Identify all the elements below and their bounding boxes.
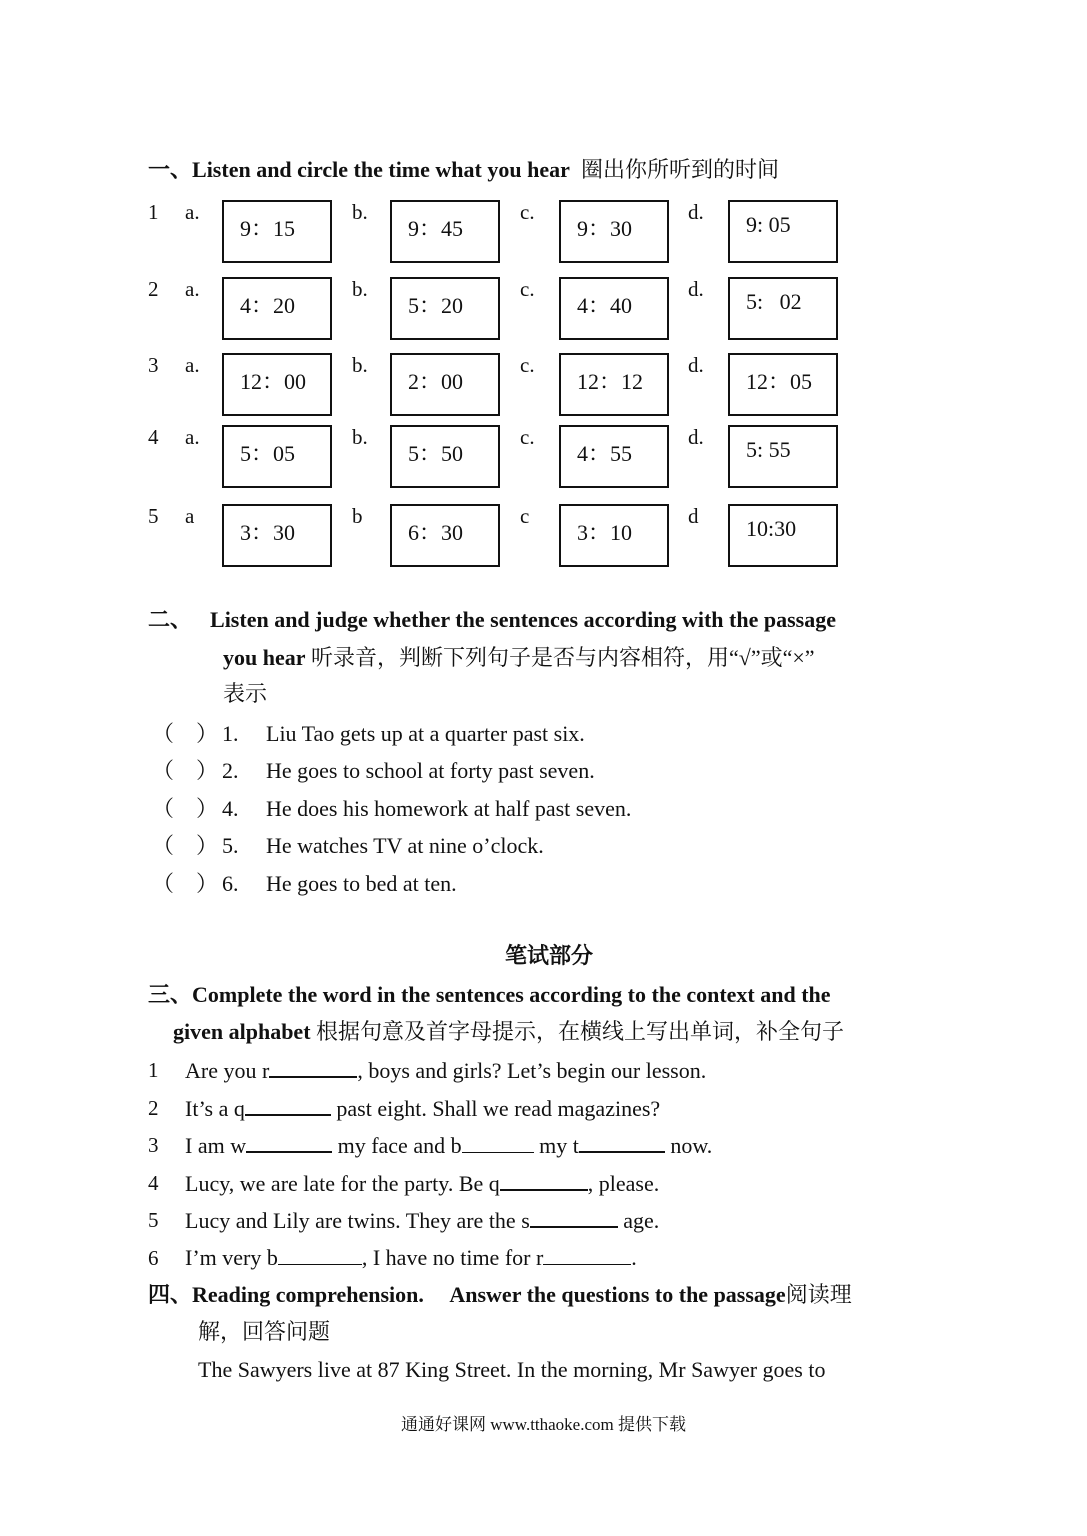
answer-blank[interactable] (543, 1244, 631, 1265)
section4-title-en1: Reading comprehension. (192, 1282, 424, 1307)
fill-item-sentence (185, 1056, 706, 1085)
section1-marker: 一、 (148, 157, 193, 182)
answer-blank[interactable] (278, 1244, 362, 1265)
section4-title-en2: Answer the questions to the passage (449, 1282, 786, 1307)
question-number: 5 (148, 504, 159, 528)
option-label: a. (185, 353, 200, 377)
option-label: b. (352, 353, 368, 377)
option-label: b (352, 504, 363, 528)
time-option-box[interactable]: 12：00 (222, 353, 332, 416)
judge-item-text: Liu Tao gets up at a quarter past six. (266, 721, 585, 746)
section4-title-cn1: 阅读理 (785, 1282, 852, 1307)
section1-heading (148, 156, 779, 184)
time-option-box[interactable]: 4：20 (222, 277, 332, 340)
time-option-box[interactable]: 5：05 (222, 425, 332, 488)
sentence-text: age. (617, 1208, 660, 1233)
question-number: 1 (148, 200, 159, 224)
section2-heading-line3 (223, 680, 267, 708)
sentence-text: Are you r (185, 1058, 270, 1083)
option-label: c. (520, 425, 535, 449)
judge-item-number: 1. (222, 721, 239, 746)
question-number: 4 (148, 425, 159, 449)
section1-title-en: Listen and circle the time what you hear (192, 157, 570, 182)
section4-marker: 四、 (148, 1282, 193, 1307)
sentence-text: I am w (185, 1133, 247, 1158)
option-label: c. (520, 277, 535, 301)
judge-item-text: He watches TV at nine o’clock. (266, 833, 544, 858)
sentence-text: Lucy, we are late for the party. Be q (185, 1171, 500, 1196)
fill-item-num: 3 (148, 1133, 159, 1157)
section2-heading-line2 (223, 644, 815, 672)
answer-parentheses[interactable]: （ ） (152, 833, 219, 858)
fill-item-num: 1 (148, 1058, 159, 1082)
option-label: a. (185, 277, 200, 301)
sentence-text: my t (533, 1133, 579, 1158)
option-label: d (688, 504, 699, 528)
fill-item-sentence (185, 1094, 660, 1123)
time-option-box[interactable]: 9：30 (559, 200, 669, 263)
time-option-box[interactable]: 4：55 (559, 425, 669, 488)
time-option-box[interactable]: 3：30 (222, 504, 332, 567)
section2-title-line1: Listen and judge whether the sentences according with the passage (210, 607, 836, 632)
time-option-box[interactable]: 5: 02 (728, 277, 838, 340)
fill-item-sentence (185, 1244, 637, 1272)
answer-blank[interactable] (530, 1206, 618, 1228)
answer-parentheses[interactable]: （ ） (152, 796, 219, 821)
answer-parentheses[interactable]: （ ） (152, 721, 219, 746)
answer-parentheses[interactable]: （ ） (152, 758, 219, 783)
option-label: d. (688, 200, 704, 224)
fill-item-num: 6 (148, 1246, 159, 1270)
sentence-text: I’m very b (185, 1245, 278, 1270)
fill-item-num: 2 (148, 1096, 159, 1120)
time-option-box[interactable]: 9: 05 (728, 200, 838, 263)
section2-title-line3-cn: 表示 (223, 681, 268, 706)
option-label: a (185, 504, 195, 528)
option-label: a. (185, 200, 200, 224)
time-option-box[interactable]: 2：00 (390, 353, 500, 416)
option-label: c. (520, 353, 535, 377)
sentence-text: . (631, 1245, 637, 1270)
fill-item-sentence (185, 1206, 659, 1235)
judge-item-number: 5. (222, 833, 239, 858)
time-option-box[interactable]: 3：10 (559, 504, 669, 567)
answer-blank[interactable] (462, 1132, 534, 1153)
option-label: b. (352, 277, 368, 301)
option-label: b. (352, 200, 368, 224)
section3-heading-line2 (173, 1018, 844, 1046)
question-number: 2 (148, 277, 159, 301)
option-label: d. (688, 353, 704, 377)
time-option-box[interactable]: 12：05 (728, 353, 838, 416)
judge-item-number: 4. (222, 796, 239, 821)
judge-item-number: 6. (222, 871, 239, 896)
sentence-text: my face and b (332, 1133, 462, 1158)
section3-heading-line1 (148, 981, 831, 1009)
sentence-text: , I have no time for r (361, 1245, 544, 1270)
option-label: d. (688, 425, 704, 449)
answer-blank[interactable] (269, 1056, 357, 1078)
section3-marker: 三、 (148, 982, 193, 1007)
section2-title-line2-en: you hear (223, 645, 306, 670)
section2-title-line2-cn: 听录音，判断下列句子是否与内容相符，用“√”或“×” (311, 645, 815, 670)
time-option-box[interactable]: 5: 55 (728, 425, 838, 488)
fill-item-num: 4 (148, 1171, 159, 1195)
sentence-text: now. (664, 1133, 713, 1158)
time-option-box[interactable]: 4：40 (559, 277, 669, 340)
option-label: c (520, 504, 530, 528)
sentence-text: , please. (587, 1171, 660, 1196)
judge-item-text: He goes to school at forty past seven. (266, 758, 595, 783)
judge-item-text: He goes to bed at ten. (266, 871, 457, 896)
judge-item-text: He does his homework at half past seven. (266, 796, 632, 821)
fill-item-sentence (185, 1169, 659, 1198)
section3-title-line1: Complete the word in the sentences according to the context and the (192, 982, 831, 1007)
section4-heading-line2: 解，回答问题 (198, 1319, 331, 1344)
section3-title-line2-en: given alphabet (173, 1019, 311, 1044)
time-option-box[interactable]: 12：12 (559, 353, 669, 416)
sentence-text: past eight. Shall we read magazines? (330, 1096, 661, 1121)
section2-marker: 二、 (148, 607, 193, 632)
written-part-heading: 笔试部分 (505, 943, 594, 968)
time-option-box[interactable]: 9：45 (390, 200, 500, 263)
sentence-text: It’s a q (185, 1096, 245, 1121)
fill-item-num: 5 (148, 1208, 159, 1232)
question-number: 3 (148, 353, 159, 377)
page-footer: 通通好课网 www.tthaoke.com 提供下载 (400, 1415, 687, 1434)
time-option-box[interactable]: 9：15 (222, 200, 332, 263)
time-option-box[interactable]: 10:30 (728, 504, 838, 567)
option-label: a. (185, 425, 200, 449)
answer-blank[interactable] (500, 1169, 588, 1191)
option-label: d. (688, 277, 704, 301)
time-option-box[interactable]: 5：20 (390, 277, 500, 340)
fill-item-sentence (185, 1131, 712, 1160)
section1-title-cn: 圈出你所听到的时间 (580, 157, 779, 182)
answer-blank[interactable] (245, 1094, 331, 1116)
time-option-box[interactable]: 5：50 (390, 425, 500, 488)
section3-title-line2-cn: 根据句意及首字母提示，在横线上写出单词，补全句子 (316, 1019, 845, 1044)
sentence-text: Lucy and Lily are twins. They are the s (185, 1208, 530, 1233)
answer-blank[interactable] (246, 1131, 332, 1153)
option-label: c. (520, 200, 535, 224)
section4-heading-line1 (148, 1281, 852, 1309)
section2-heading-line1 (148, 606, 836, 634)
passage-line: The Sawyers live at 87 King Street. In the morning, Mr Sawyer goes to (198, 1357, 826, 1382)
option-label: b. (352, 425, 368, 449)
answer-blank[interactable] (579, 1131, 665, 1153)
sentence-text: , boys and girls? Let’s begin our lesson. (357, 1058, 707, 1083)
answer-parentheses[interactable]: （ ） (152, 871, 219, 896)
judge-item-number: 2. (222, 758, 239, 783)
time-option-box[interactable]: 6：30 (390, 504, 500, 567)
